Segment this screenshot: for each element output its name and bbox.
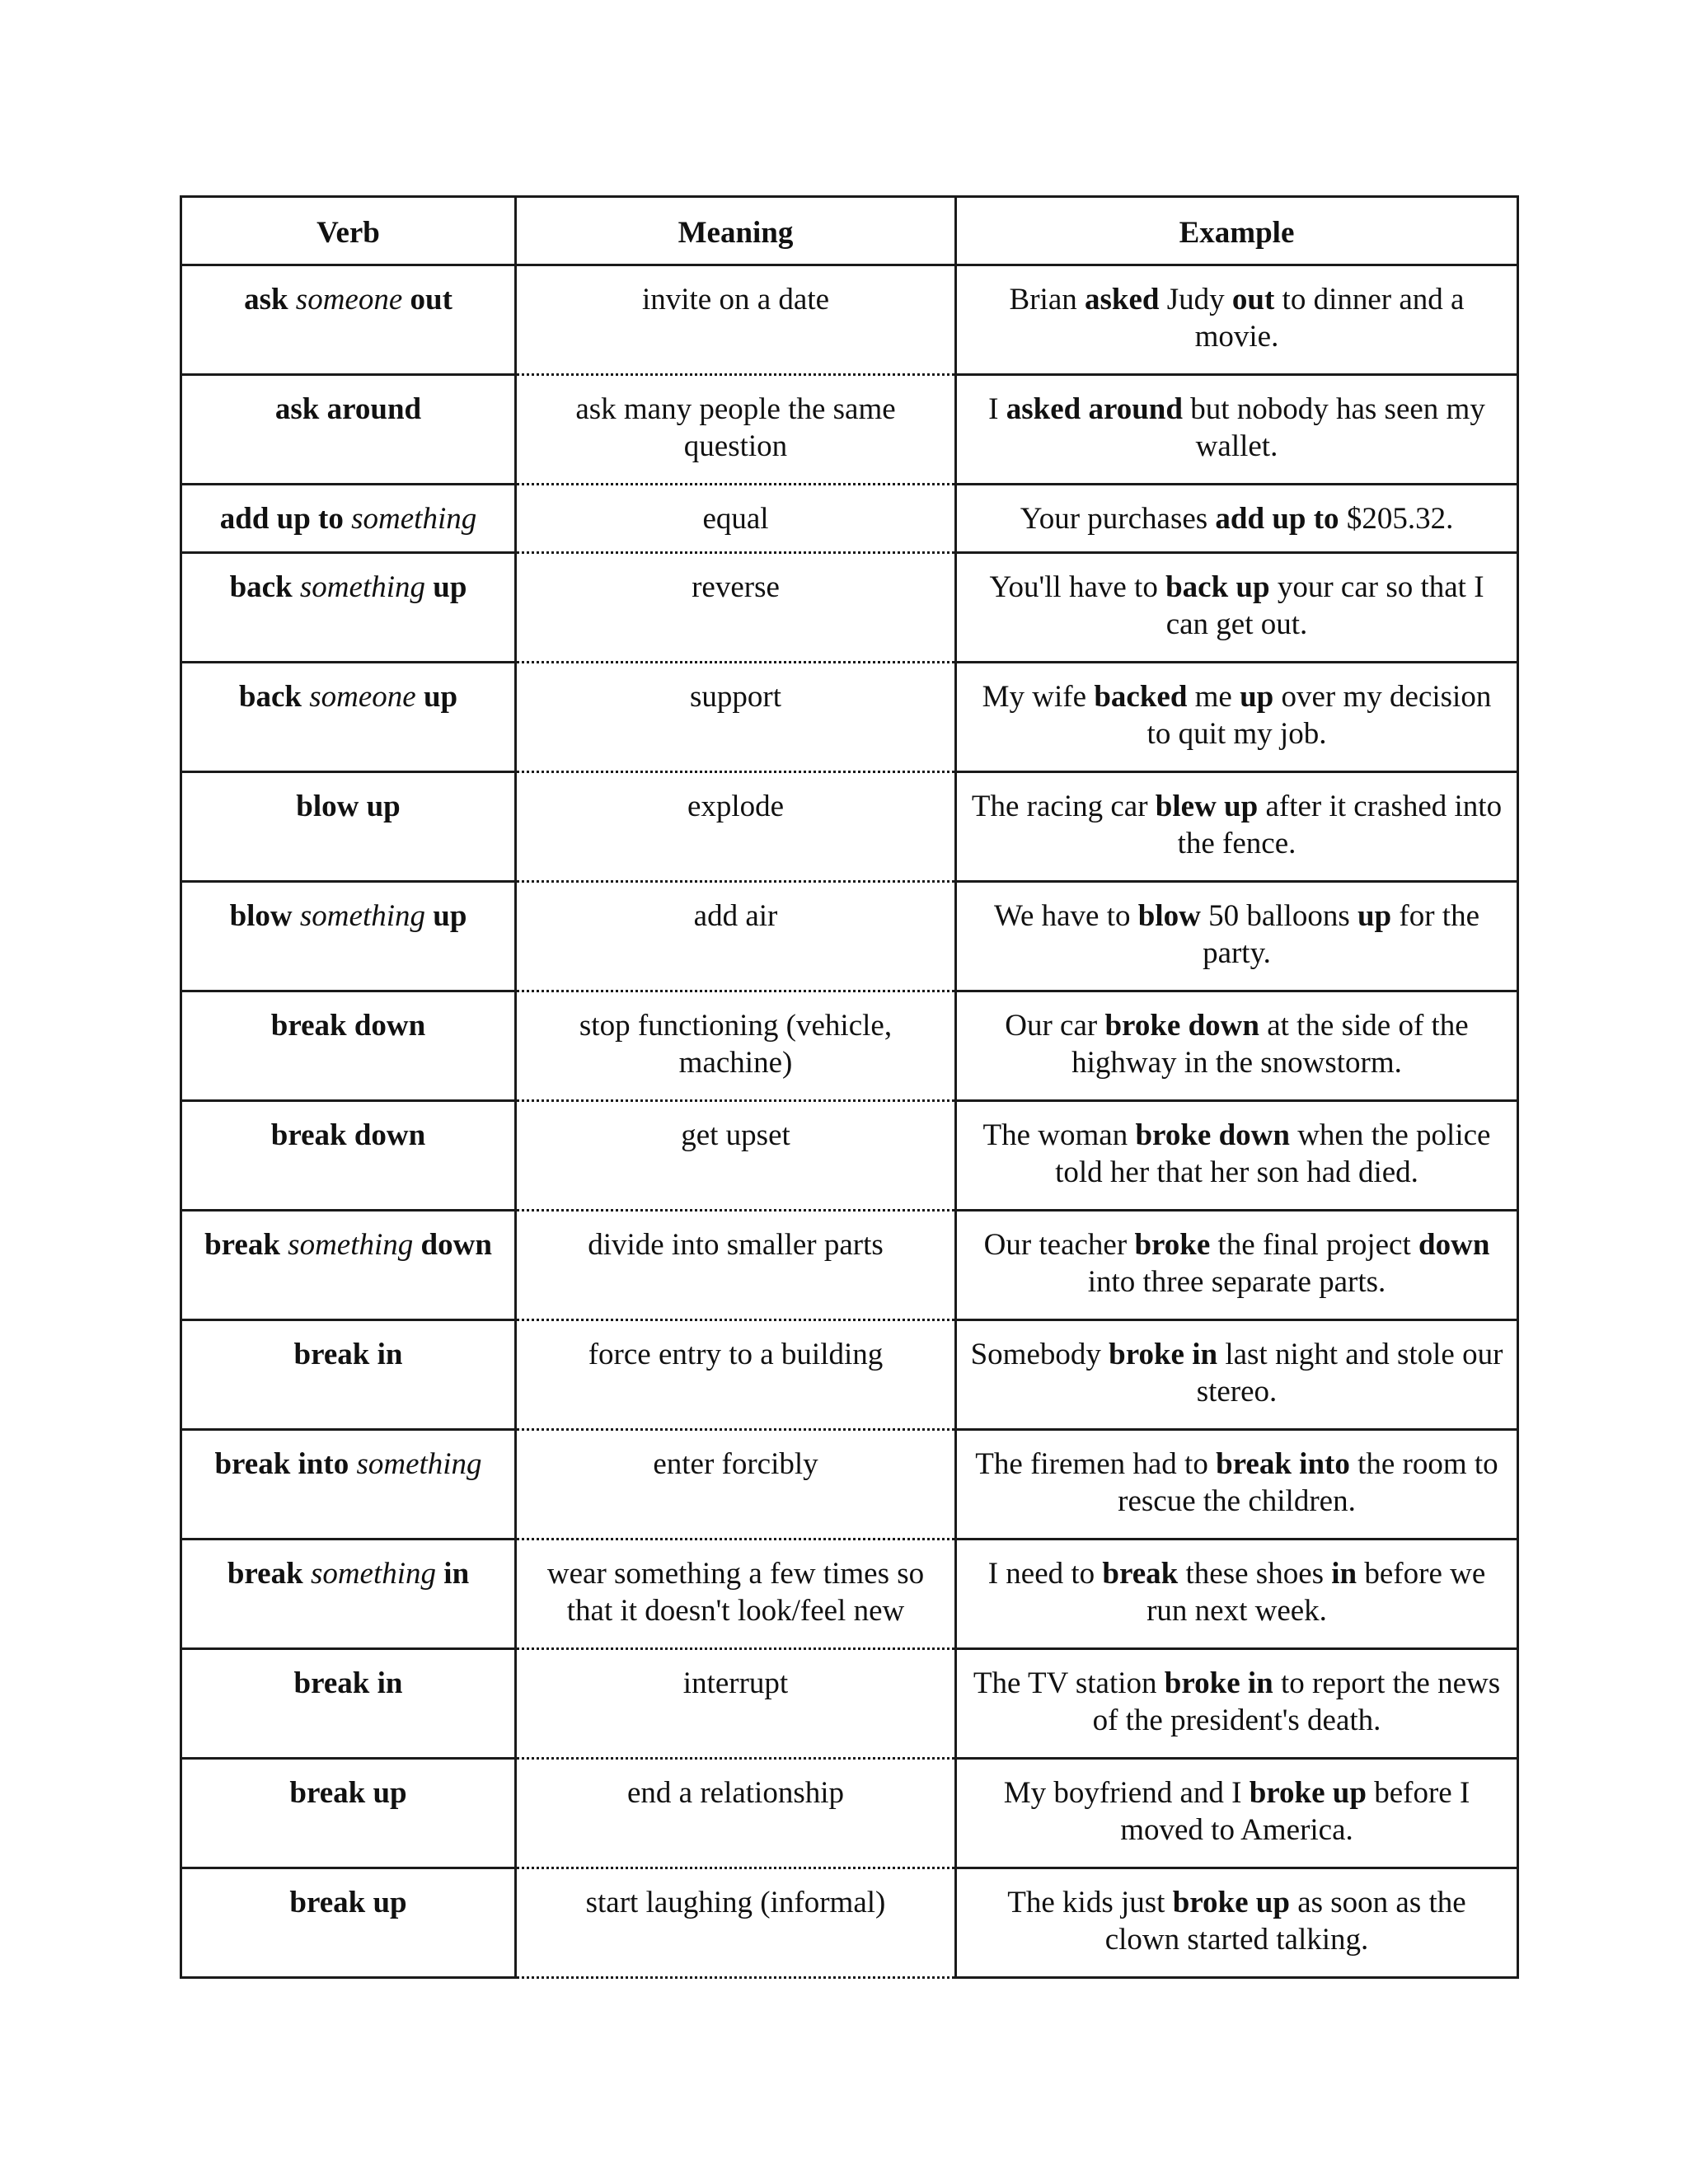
- example-cell: [956, 882, 1518, 991]
- table-row: [181, 1211, 1518, 1320]
- verb-cell: [181, 1101, 516, 1211]
- verb-cell-segment: ask: [244, 283, 296, 316]
- verb-cell-segment: break up: [289, 1886, 407, 1919]
- verb-cell-segment: break in: [293, 1338, 403, 1371]
- example-cell-segment: broke down: [1135, 1118, 1290, 1152]
- verb-cell-segment: break down: [270, 1009, 426, 1043]
- header-meaning: Meaning: [516, 197, 956, 265]
- table-row: [181, 1430, 1518, 1540]
- example-cell-segment: in: [1331, 1557, 1357, 1591]
- meaning-cell: reverse: [516, 553, 956, 663]
- meaning-cell: wear something a few times so that it doesn't look/feel new: [516, 1540, 956, 1649]
- meaning-cell: equal: [516, 485, 956, 553]
- example-cell-segment: me: [1187, 680, 1240, 714]
- verb-cell-segment: something: [356, 1447, 482, 1481]
- example-cell: [956, 1649, 1518, 1759]
- example-cell-segment: 50 balloons: [1200, 899, 1357, 933]
- verb-cell-segment: up: [425, 899, 467, 933]
- example-cell-segment: We have to: [994, 899, 1138, 933]
- verb-cell: [181, 1540, 516, 1649]
- example-cell-segment: into three separate parts.: [1087, 1265, 1386, 1299]
- example-cell-segment: Brian: [1009, 283, 1085, 316]
- table-row: [181, 1540, 1518, 1649]
- example-cell-segment: $205.32.: [1339, 502, 1454, 536]
- example-cell-segment: broke up: [1172, 1886, 1290, 1919]
- example-cell-segment: backed: [1094, 680, 1188, 714]
- table-body: [181, 265, 1518, 1978]
- verb-cell: [181, 1759, 516, 1868]
- verb-cell: [181, 1211, 516, 1320]
- example-cell-segment: add up to: [1215, 502, 1339, 536]
- verb-cell-segment: something: [288, 1228, 414, 1262]
- verb-cell-segment: up: [425, 570, 467, 604]
- example-cell-segment: blew up: [1155, 790, 1259, 823]
- example-cell-segment: to dinner and a movie.: [1194, 283, 1465, 354]
- example-cell-segment: Your purchases: [1020, 502, 1216, 536]
- example-cell-segment: The woman: [982, 1118, 1136, 1152]
- verb-cell: [181, 485, 516, 553]
- meaning-cell: force entry to a building: [516, 1320, 956, 1430]
- verb-cell: [181, 1868, 516, 1978]
- example-cell-segment: I: [988, 392, 1006, 426]
- verb-cell-segment: add up to: [219, 502, 352, 536]
- verb-cell: [181, 1320, 516, 1430]
- example-cell-segment: the final project: [1210, 1228, 1419, 1262]
- example-cell-segment: Judy: [1159, 283, 1232, 316]
- example-cell-segment: asked around: [1006, 392, 1183, 426]
- verb-cell-segment: break in: [293, 1666, 403, 1700]
- example-cell-segment: up: [1357, 899, 1392, 933]
- example-cell-segment: for the party.: [1203, 899, 1479, 970]
- verb-cell: [181, 265, 516, 375]
- verb-cell-segment: back: [238, 680, 310, 714]
- table-header-row: [181, 197, 1518, 265]
- verb-cell: [181, 882, 516, 991]
- meaning-cell: ask many people the same question: [516, 375, 956, 485]
- example-cell-segment: before I moved to America.: [1120, 1776, 1470, 1847]
- verb-cell-segment: someone: [295, 283, 403, 316]
- phrasal-verbs-table: [180, 195, 1519, 1979]
- verb-cell-segment: break into: [214, 1447, 357, 1481]
- verb-cell-segment: back: [229, 570, 300, 604]
- verb-cell-segment: break up: [289, 1776, 407, 1810]
- table-row: [181, 553, 1518, 663]
- table-row: [181, 1868, 1518, 1978]
- verb-cell-segment: something: [299, 570, 426, 604]
- example-cell: [956, 991, 1518, 1101]
- example-cell-segment: out: [1231, 283, 1275, 316]
- verb-cell-segment: blow: [229, 899, 300, 933]
- example-cell: [956, 772, 1518, 882]
- example-cell-segment: broke in: [1164, 1666, 1273, 1700]
- table-row: [181, 375, 1518, 485]
- table-row: [181, 1101, 1518, 1211]
- meaning-cell: stop functioning (vehicle, machine): [516, 991, 956, 1101]
- header-verb: Verb: [181, 197, 516, 265]
- verb-cell-segment: something: [351, 502, 477, 536]
- example-cell-segment: broke down: [1104, 1009, 1259, 1043]
- table-row: [181, 991, 1518, 1101]
- table-row: [181, 1649, 1518, 1759]
- example-cell: [956, 1868, 1518, 1978]
- example-cell-segment: broke up: [1249, 1776, 1367, 1810]
- verb-cell-segment: break down: [270, 1118, 426, 1152]
- example-cell-segment: broke: [1134, 1228, 1211, 1262]
- verb-cell-segment: someone: [309, 680, 416, 714]
- verb-cell-segment: in: [436, 1557, 470, 1591]
- meaning-cell: start laughing (informal): [516, 1868, 956, 1978]
- example-cell: [956, 553, 1518, 663]
- verb-cell: [181, 553, 516, 663]
- verb-cell-segment: break: [204, 1228, 288, 1262]
- example-cell-segment: broke in: [1109, 1338, 1218, 1371]
- example-cell: [956, 485, 1518, 553]
- verb-cell-segment: something: [299, 899, 426, 933]
- verb-cell-segment: ask around: [274, 392, 422, 426]
- example-cell: [956, 1320, 1518, 1430]
- example-cell-segment: The TV station: [973, 1666, 1165, 1700]
- example-cell-segment: to report the news of the president's death.: [1092, 1666, 1501, 1737]
- meaning-cell: support: [516, 663, 956, 772]
- verb-cell: [181, 1430, 516, 1540]
- meaning-cell: explode: [516, 772, 956, 882]
- header-example: Example: [956, 197, 1518, 265]
- meaning-cell: divide into smaller parts: [516, 1211, 956, 1320]
- example-cell: [956, 1540, 1518, 1649]
- example-cell-segment: last night and stole our stereo.: [1196, 1338, 1503, 1408]
- example-cell-segment: My boyfriend and I: [1003, 1776, 1250, 1810]
- document-page: [180, 195, 1517, 1979]
- example-cell-segment: You'll have to: [989, 570, 1166, 604]
- example-cell-segment: Somebody: [970, 1338, 1109, 1371]
- example-cell-segment: your car so that I can get out.: [1165, 570, 1484, 641]
- example-cell: [956, 663, 1518, 772]
- verb-cell: [181, 991, 516, 1101]
- table-row: [181, 1759, 1518, 1868]
- example-cell-segment: blow: [1137, 899, 1201, 933]
- verb-cell-segment: out: [402, 283, 452, 316]
- example-cell-segment: down: [1418, 1228, 1490, 1262]
- example-cell: [956, 265, 1518, 375]
- example-cell-segment: The kids just: [1007, 1886, 1173, 1919]
- example-cell-segment: at the side of the highway in the snowstorm.: [1071, 1009, 1469, 1080]
- example-cell-segment: Our car: [1005, 1009, 1105, 1043]
- verb-cell-segment: blow up: [296, 790, 401, 823]
- table-row: [181, 265, 1518, 375]
- example-cell: [956, 1101, 1518, 1211]
- meaning-cell: get upset: [516, 1101, 956, 1211]
- table-row: [181, 882, 1518, 991]
- table-row: [181, 485, 1518, 553]
- example-cell-segment: after it crashed into the fence.: [1177, 790, 1503, 860]
- verb-cell-segment: something: [310, 1557, 437, 1591]
- verb-cell: [181, 375, 516, 485]
- meaning-cell: interrupt: [516, 1649, 956, 1759]
- meaning-cell: end a relationship: [516, 1759, 956, 1868]
- example-cell-segment: when the police told her that her son had died.: [1055, 1118, 1491, 1189]
- example-cell-segment: as soon as the clown started talking.: [1104, 1886, 1466, 1957]
- example-cell-segment: break into: [1216, 1447, 1350, 1481]
- verb-cell-segment: down: [413, 1228, 492, 1262]
- example-cell-segment: back up: [1165, 570, 1270, 604]
- example-cell-segment: before we run next week.: [1146, 1557, 1486, 1628]
- example-cell: [956, 1430, 1518, 1540]
- meaning-cell: invite on a date: [516, 265, 956, 375]
- example-cell-segment: Our teacher: [983, 1228, 1135, 1262]
- example-cell-segment: The racing car: [971, 790, 1156, 823]
- verb-cell: [181, 1649, 516, 1759]
- example-cell-segment: but nobody has seen my wallet.: [1182, 392, 1485, 463]
- verb-cell: [181, 772, 516, 882]
- meaning-cell: enter forcibly: [516, 1430, 956, 1540]
- example-cell-segment: The firemen had to: [975, 1447, 1217, 1481]
- example-cell-segment: break: [1102, 1557, 1179, 1591]
- example-cell-segment: up: [1240, 680, 1274, 714]
- example-cell-segment: asked: [1085, 283, 1160, 316]
- example-cell: [956, 1759, 1518, 1868]
- example-cell-segment: over my decision to quit my job.: [1146, 680, 1492, 751]
- example-cell-segment: I need to: [987, 1557, 1103, 1591]
- verb-cell-segment: up: [415, 680, 458, 714]
- example-cell-segment: My wife: [982, 680, 1095, 714]
- table-row: [181, 663, 1518, 772]
- meaning-cell: add air: [516, 882, 956, 991]
- verb-cell: [181, 663, 516, 772]
- example-cell-segment: the room to rescue the children.: [1118, 1447, 1498, 1518]
- verb-cell-segment: break: [227, 1557, 311, 1591]
- example-cell: [956, 1211, 1518, 1320]
- table-row: [181, 1320, 1518, 1430]
- example-cell-segment: these shoes: [1178, 1557, 1332, 1591]
- table-row: [181, 772, 1518, 882]
- example-cell: [956, 375, 1518, 485]
